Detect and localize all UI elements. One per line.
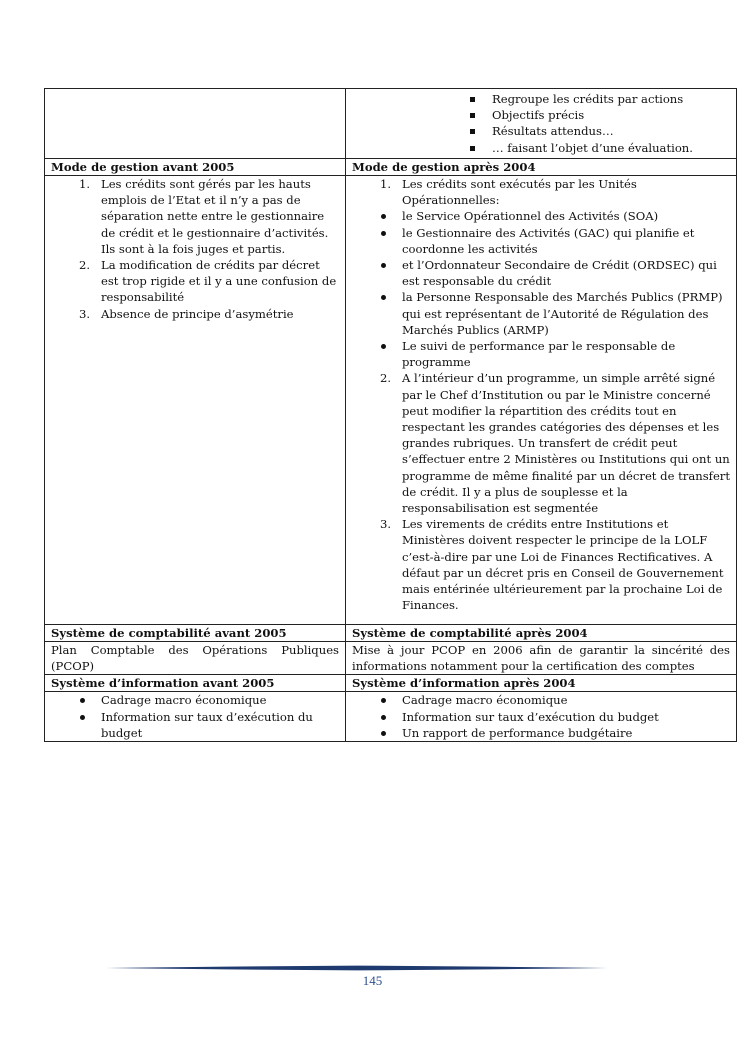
header-gestion-apres: Mode de gestion après 2004	[346, 158, 737, 175]
header-information-apres: Système d’information après 2004	[346, 675, 737, 692]
gestion-apres-cell	[346, 176, 737, 624]
square-bullet-list	[470, 89, 730, 158]
list-item-text: Les crédits sont exécutés par les Unités Opérationnelles:	[402, 177, 637, 208]
list-item	[79, 257, 339, 306]
bullet-list	[352, 692, 730, 741]
continuation-left-cell	[45, 89, 346, 159]
list-number: 2.	[79, 258, 91, 273]
list-item: Résultats attendus…	[470, 123, 730, 139]
list-item-text: Les virements de crédits entre Institutions et Ministères doivent respecter le principe de la LOLF c’est-à-dire par une Loi de Finances Rectificatives. A défaut par un décret pris en Conseil de Gouvernement mais entérinée ultérieurement par la prochaine Loi de Finances.	[402, 517, 724, 613]
list-item: Cadrage macro économique	[101, 692, 339, 708]
table-row	[45, 692, 737, 742]
list-item: et l’Ordonnateur Secondaire de Crédit (ORDSEC) qui est responsable du crédit	[402, 257, 730, 289]
header-gestion-avant: Mode de gestion avant 2005	[45, 158, 346, 175]
header-comptabilite-apres: Système de comptabilité après 2004	[346, 624, 737, 641]
list-number: 3.	[380, 517, 392, 532]
header-comptabilite-avant: Système de comptabilité avant 2005	[45, 624, 346, 641]
list-number: 1.	[380, 177, 392, 192]
comptabilite-apres-cell: Mise à jour PCOP en 2006 afin de garantir la sincérité des informations notamment pour la certification des comptes	[346, 641, 737, 674]
list-number: 2.	[380, 371, 392, 386]
list-number: 3.	[79, 306, 91, 321]
mixed-list	[352, 176, 730, 623]
list-item: le Service Opérationnel des Activités (SOA)	[402, 208, 730, 224]
list-item	[380, 516, 730, 613]
footer-rule-shape	[106, 966, 608, 971]
list-item: … faisant l’objet d’une évaluation.	[470, 140, 730, 156]
list-item: la Personne Responsable des Marchés Publics (PRMP) qui est représentant de l’Autorité de Régulation des Marchés Publics (ARMP)	[402, 289, 730, 338]
footer-rule	[106, 965, 608, 971]
list-item	[380, 176, 730, 208]
bullet-list	[51, 692, 339, 741]
table-header-row	[45, 624, 737, 641]
information-avant-cell	[45, 692, 346, 742]
list-item	[79, 176, 339, 257]
list-item-text: Les crédits sont gérés par les hauts emplois de l’Etat et il n’y a pas de séparation nette entre le gestionnaire de crédit et le gestionnaire d’activités. Ils sont à la fois juges et partis.	[101, 177, 329, 256]
list-item: Le suivi de performance par le responsable de programme	[402, 338, 730, 370]
header-information-avant: Système d’information avant 2005	[45, 675, 346, 692]
table-row	[45, 641, 737, 674]
continuation-right-cell	[346, 89, 737, 159]
information-apres-cell	[346, 692, 737, 742]
gestion-avant-cell	[45, 176, 346, 624]
table-row-continuation	[45, 89, 737, 159]
list-item: Information sur taux d’exécution du budget	[101, 709, 339, 741]
list-item	[79, 306, 339, 322]
list-item: Information sur taux d’exécution du budget	[402, 709, 730, 725]
numbered-list	[51, 176, 339, 322]
list-item: Regroupe les crédits par actions	[470, 91, 730, 107]
list-number: 1.	[79, 177, 91, 192]
list-item-text: La modification de crédits par décret est trop rigide et il y a une confusion de responsabilité	[101, 258, 337, 305]
list-item: Cadrage macro économique	[402, 692, 730, 708]
table-header-row	[45, 158, 737, 175]
list-item-text: Absence de principe d’asymétrie	[101, 306, 294, 321]
list-item: le Gestionnaire des Activités (GAC) qui planifie et coordonne les activités	[402, 225, 730, 257]
list-item-text: A l’intérieur d’un programme, un simple arrêté signé par le Chef d’Institution ou par le Ministre concerné peut modifier la répartition des crédits tout en respectant les grandes catégories des dépenses et les grandes rubriques. Un transfert de crédit peut s’effectuer entre 2 Ministères ou Institutions qui ont un programme de même finalité par un décret de transfert de crédit. Il y a plus de souplesse et la responsabilisation est segmentée	[402, 371, 731, 516]
comparison-table	[44, 88, 737, 742]
comptabilite-avant-cell: Plan Comptable des Opérations Publiques (PCOP)	[45, 641, 346, 674]
page-number: 145	[362, 973, 383, 988]
list-item: Objectifs précis	[470, 107, 730, 123]
table-row	[45, 176, 737, 624]
list-item	[380, 370, 731, 516]
table-header-row	[45, 675, 737, 692]
list-item: Un rapport de performance budgétaire	[402, 725, 730, 741]
